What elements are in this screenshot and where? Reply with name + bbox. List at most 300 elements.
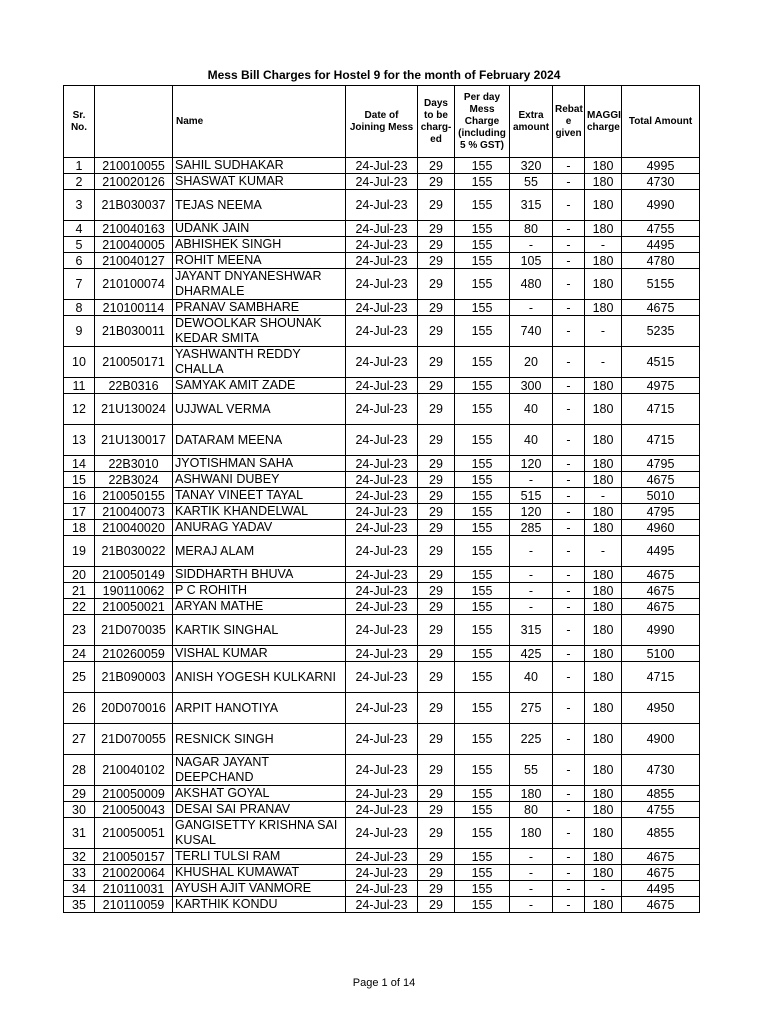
cell-days-charged: 29 <box>418 237 455 253</box>
cell-extra-amount: 180 <box>510 786 553 802</box>
cell-per-day-charge: 155 <box>455 567 510 583</box>
cell-roll-number: 20D070016 <box>95 693 173 724</box>
cell-date-of-joining: 24-Jul-23 <box>346 786 418 802</box>
cell-rebate-given: - <box>553 316 585 347</box>
cell-date-of-joining: 24-Jul-23 <box>346 456 418 472</box>
cell-total-amount: 4675 <box>622 897 700 913</box>
cell-roll-number: 21B090003 <box>95 662 173 693</box>
cell-days-charged: 29 <box>418 865 455 881</box>
cell-maggi-charge: 180 <box>585 300 622 316</box>
cell-total-amount: 4855 <box>622 786 700 802</box>
cell-maggi-charge: 180 <box>585 425 622 456</box>
cell-roll-number: 21U130017 <box>95 425 173 456</box>
cell-date-of-joining: 24-Jul-23 <box>346 724 418 755</box>
cell-date-of-joining: 24-Jul-23 <box>346 253 418 269</box>
cell-total-amount: 4975 <box>622 378 700 394</box>
cell-sr-no: 10 <box>64 347 95 378</box>
cell-per-day-charge: 155 <box>455 174 510 190</box>
cell-maggi-charge: 180 <box>585 583 622 599</box>
cell-name: NAGAR JAYANT DEEPCHAND <box>173 755 346 786</box>
cell-sr-no: 26 <box>64 693 95 724</box>
cell-name: ARYAN MATHE <box>173 599 346 615</box>
cell-rebate-given: - <box>553 802 585 818</box>
table-row <box>64 316 700 347</box>
cell-extra-amount: - <box>510 897 553 913</box>
cell-extra-amount: 275 <box>510 693 553 724</box>
cell-maggi-charge: - <box>585 488 622 504</box>
cell-roll-number: 210020064 <box>95 865 173 881</box>
cell-maggi-charge: - <box>585 881 622 897</box>
cell-rebate-given: - <box>553 662 585 693</box>
cell-days-charged: 29 <box>418 662 455 693</box>
cell-days-charged: 29 <box>418 174 455 190</box>
cell-rebate-given: - <box>553 472 585 488</box>
cell-days-charged: 29 <box>418 269 455 300</box>
cell-roll-number: 210260059 <box>95 646 173 662</box>
cell-per-day-charge: 155 <box>455 378 510 394</box>
cell-name: KHUSHAL KUMAWAT <box>173 865 346 881</box>
header-roll-number <box>95 86 173 158</box>
header-extra-amount: Extra amount <box>510 86 553 158</box>
cell-roll-number: 210040163 <box>95 221 173 237</box>
cell-name: DESAI SAI PRANAV <box>173 802 346 818</box>
cell-sr-no: 35 <box>64 897 95 913</box>
cell-date-of-joining: 24-Jul-23 <box>346 802 418 818</box>
cell-per-day-charge: 155 <box>455 818 510 849</box>
cell-roll-number: 190110062 <box>95 583 173 599</box>
cell-name: SIDDHARTH BHUVA <box>173 567 346 583</box>
cell-roll-number: 210050171 <box>95 347 173 378</box>
cell-extra-amount: 320 <box>510 158 553 174</box>
cell-name: KARTIK SINGHAL <box>173 615 346 646</box>
cell-total-amount: 4990 <box>622 190 700 221</box>
cell-extra-amount: 80 <box>510 802 553 818</box>
cell-date-of-joining: 24-Jul-23 <box>346 221 418 237</box>
cell-per-day-charge: 155 <box>455 488 510 504</box>
cell-extra-amount: 225 <box>510 724 553 755</box>
table-row <box>64 394 700 425</box>
cell-total-amount: 4675 <box>622 567 700 583</box>
table-row <box>64 174 700 190</box>
cell-roll-number: 210050021 <box>95 599 173 615</box>
cell-name: KARTHIK KONDU <box>173 897 346 913</box>
cell-extra-amount: 300 <box>510 378 553 394</box>
table-row <box>64 378 700 394</box>
header-row <box>64 86 700 158</box>
cell-total-amount: 5100 <box>622 646 700 662</box>
cell-sr-no: 2 <box>64 174 95 190</box>
cell-roll-number: 210050043 <box>95 802 173 818</box>
cell-rebate-given: - <box>553 567 585 583</box>
cell-rebate-given: - <box>553 253 585 269</box>
cell-date-of-joining: 24-Jul-23 <box>346 174 418 190</box>
cell-date-of-joining: 24-Jul-23 <box>346 662 418 693</box>
cell-date-of-joining: 24-Jul-23 <box>346 269 418 300</box>
cell-per-day-charge: 155 <box>455 158 510 174</box>
cell-per-day-charge: 155 <box>455 520 510 536</box>
cell-sr-no: 14 <box>64 456 95 472</box>
cell-sr-no: 11 <box>64 378 95 394</box>
cell-extra-amount: - <box>510 472 553 488</box>
cell-date-of-joining: 24-Jul-23 <box>346 158 418 174</box>
cell-total-amount: 5155 <box>622 269 700 300</box>
cell-sr-no: 1 <box>64 158 95 174</box>
cell-date-of-joining: 24-Jul-23 <box>346 316 418 347</box>
cell-rebate-given: - <box>553 646 585 662</box>
cell-total-amount: 4995 <box>622 158 700 174</box>
cell-rebate-given: - <box>553 599 585 615</box>
cell-roll-number: 210110031 <box>95 881 173 897</box>
table-row <box>64 300 700 316</box>
cell-extra-amount: 120 <box>510 504 553 520</box>
cell-days-charged: 29 <box>418 347 455 378</box>
table-row <box>64 881 700 897</box>
cell-extra-amount: - <box>510 881 553 897</box>
table-row <box>64 488 700 504</box>
cell-total-amount: 4755 <box>622 221 700 237</box>
cell-date-of-joining: 24-Jul-23 <box>346 599 418 615</box>
cell-days-charged: 29 <box>418 583 455 599</box>
cell-days-charged: 29 <box>418 786 455 802</box>
cell-per-day-charge: 155 <box>455 786 510 802</box>
table-row <box>64 190 700 221</box>
cell-name: P C ROHITH <box>173 583 346 599</box>
cell-per-day-charge: 155 <box>455 394 510 425</box>
cell-per-day-charge: 155 <box>455 221 510 237</box>
cell-per-day-charge: 155 <box>455 724 510 755</box>
cell-name: ANISH YOGESH KULKARNI <box>173 662 346 693</box>
cell-roll-number: 210050051 <box>95 818 173 849</box>
cell-sr-no: 34 <box>64 881 95 897</box>
cell-extra-amount: 180 <box>510 818 553 849</box>
cell-maggi-charge: 180 <box>585 724 622 755</box>
cell-extra-amount: 120 <box>510 456 553 472</box>
cell-name: ABHISHEK SINGH <box>173 237 346 253</box>
cell-per-day-charge: 155 <box>455 269 510 300</box>
cell-extra-amount: 40 <box>510 425 553 456</box>
page-number: Page 1 of 14 <box>352 977 416 989</box>
cell-sr-no: 20 <box>64 567 95 583</box>
cell-sr-no: 27 <box>64 724 95 755</box>
cell-roll-number: 210040020 <box>95 520 173 536</box>
table-row <box>64 646 700 662</box>
cell-per-day-charge: 155 <box>455 849 510 865</box>
cell-days-charged: 29 <box>418 615 455 646</box>
table-row <box>64 786 700 802</box>
cell-date-of-joining: 24-Jul-23 <box>346 536 418 567</box>
table-row <box>64 567 700 583</box>
cell-per-day-charge: 155 <box>455 536 510 567</box>
table-row <box>64 818 700 849</box>
cell-maggi-charge: 180 <box>585 755 622 786</box>
cell-name: ASHWANI DUBEY <box>173 472 346 488</box>
cell-name: SAHIL SUDHAKAR <box>173 158 346 174</box>
cell-per-day-charge: 155 <box>455 802 510 818</box>
cell-total-amount: 4675 <box>622 865 700 881</box>
cell-maggi-charge: 180 <box>585 849 622 865</box>
cell-days-charged: 29 <box>418 253 455 269</box>
cell-roll-number: 22B0316 <box>95 378 173 394</box>
cell-roll-number: 210010055 <box>95 158 173 174</box>
cell-maggi-charge: 180 <box>585 802 622 818</box>
cell-name: JYOTISHMAN SAHA <box>173 456 346 472</box>
header-name: Name <box>173 86 346 158</box>
cell-roll-number: 21D070035 <box>95 615 173 646</box>
cell-per-day-charge: 155 <box>455 504 510 520</box>
cell-name: MERAJ ALAM <box>173 536 346 567</box>
cell-per-day-charge: 155 <box>455 472 510 488</box>
cell-sr-no: 5 <box>64 237 95 253</box>
cell-total-amount: 4515 <box>622 347 700 378</box>
cell-days-charged: 29 <box>418 316 455 347</box>
cell-sr-no: 23 <box>64 615 95 646</box>
cell-per-day-charge: 155 <box>455 599 510 615</box>
header-date-of-joining: Date of Joining Mess <box>346 86 418 158</box>
cell-date-of-joining: 24-Jul-23 <box>346 488 418 504</box>
cell-date-of-joining: 24-Jul-23 <box>346 567 418 583</box>
cell-maggi-charge: 180 <box>585 253 622 269</box>
table-row <box>64 802 700 818</box>
cell-name: AYUSH AJIT VANMORE <box>173 881 346 897</box>
cell-roll-number: 210040127 <box>95 253 173 269</box>
cell-maggi-charge: - <box>585 237 622 253</box>
table-row <box>64 724 700 755</box>
cell-extra-amount: 480 <box>510 269 553 300</box>
cell-date-of-joining: 24-Jul-23 <box>346 615 418 646</box>
cell-extra-amount: 315 <box>510 615 553 646</box>
table-row <box>64 269 700 300</box>
cell-sr-no: 21 <box>64 583 95 599</box>
cell-extra-amount: 40 <box>510 394 553 425</box>
cell-extra-amount: 740 <box>510 316 553 347</box>
cell-per-day-charge: 155 <box>455 865 510 881</box>
cell-per-day-charge: 155 <box>455 881 510 897</box>
cell-days-charged: 29 <box>418 802 455 818</box>
cell-roll-number: 210050149 <box>95 567 173 583</box>
cell-extra-amount: - <box>510 865 553 881</box>
cell-maggi-charge: 180 <box>585 394 622 425</box>
cell-name: AKSHAT GOYAL <box>173 786 346 802</box>
header-total-amount: Total Amount <box>622 86 700 158</box>
cell-sr-no: 8 <box>64 300 95 316</box>
cell-maggi-charge: 180 <box>585 472 622 488</box>
cell-maggi-charge: 180 <box>585 662 622 693</box>
cell-maggi-charge: 180 <box>585 378 622 394</box>
cell-rebate-given: - <box>553 269 585 300</box>
table-row <box>64 865 700 881</box>
cell-per-day-charge: 155 <box>455 897 510 913</box>
cell-date-of-joining: 24-Jul-23 <box>346 394 418 425</box>
cell-extra-amount: 285 <box>510 520 553 536</box>
cell-per-day-charge: 155 <box>455 237 510 253</box>
cell-roll-number: 210050009 <box>95 786 173 802</box>
cell-extra-amount: 20 <box>510 347 553 378</box>
cell-sr-no: 24 <box>64 646 95 662</box>
cell-per-day-charge: 155 <box>455 615 510 646</box>
cell-date-of-joining: 24-Jul-23 <box>346 190 418 221</box>
cell-rebate-given: - <box>553 488 585 504</box>
cell-name: TERLI TULSI RAM <box>173 849 346 865</box>
cell-rebate-given: - <box>553 237 585 253</box>
cell-days-charged: 29 <box>418 536 455 567</box>
cell-extra-amount: - <box>510 536 553 567</box>
cell-roll-number: 210100074 <box>95 269 173 300</box>
cell-roll-number: 210040102 <box>95 755 173 786</box>
cell-date-of-joining: 24-Jul-23 <box>346 583 418 599</box>
cell-name: PRANAV SAMBHARE <box>173 300 346 316</box>
cell-roll-number: 21U130024 <box>95 394 173 425</box>
table-row <box>64 849 700 865</box>
cell-per-day-charge: 155 <box>455 456 510 472</box>
cell-total-amount: 4795 <box>622 504 700 520</box>
cell-days-charged: 29 <box>418 488 455 504</box>
table-row <box>64 520 700 536</box>
cell-days-charged: 29 <box>418 300 455 316</box>
cell-maggi-charge: 180 <box>585 897 622 913</box>
cell-sr-no: 3 <box>64 190 95 221</box>
cell-name: VISHAL KUMAR <box>173 646 346 662</box>
cell-sr-no: 33 <box>64 865 95 881</box>
cell-extra-amount: 425 <box>510 646 553 662</box>
cell-roll-number: 21B030037 <box>95 190 173 221</box>
cell-name: DATARAM MEENA <box>173 425 346 456</box>
cell-date-of-joining: 24-Jul-23 <box>346 755 418 786</box>
cell-name: ANURAG YADAV <box>173 520 346 536</box>
cell-name: JAYANT DNYANESHWAR DHARMALE <box>173 269 346 300</box>
table-row <box>64 253 700 269</box>
cell-maggi-charge: 180 <box>585 693 622 724</box>
cell-maggi-charge: 180 <box>585 520 622 536</box>
cell-sr-no: 19 <box>64 536 95 567</box>
cell-total-amount: 4675 <box>622 583 700 599</box>
cell-date-of-joining: 24-Jul-23 <box>346 300 418 316</box>
cell-date-of-joining: 24-Jul-23 <box>346 897 418 913</box>
header-sr-no: Sr. No. <box>64 86 95 158</box>
cell-sr-no: 12 <box>64 394 95 425</box>
cell-date-of-joining: 24-Jul-23 <box>346 425 418 456</box>
cell-roll-number: 210020126 <box>95 174 173 190</box>
cell-maggi-charge: 180 <box>585 786 622 802</box>
table-row <box>64 662 700 693</box>
cell-sr-no: 22 <box>64 599 95 615</box>
cell-date-of-joining: 24-Jul-23 <box>346 237 418 253</box>
cell-days-charged: 29 <box>418 849 455 865</box>
cell-extra-amount: 80 <box>510 221 553 237</box>
cell-sr-no: 18 <box>64 520 95 536</box>
cell-name: ROHIT MEENA <box>173 253 346 269</box>
cell-date-of-joining: 24-Jul-23 <box>346 472 418 488</box>
table-row <box>64 755 700 786</box>
cell-sr-no: 16 <box>64 488 95 504</box>
cell-maggi-charge: 180 <box>585 646 622 662</box>
cell-days-charged: 29 <box>418 646 455 662</box>
cell-maggi-charge: 180 <box>585 504 622 520</box>
cell-days-charged: 29 <box>418 724 455 755</box>
cell-rebate-given: - <box>553 158 585 174</box>
cell-roll-number: 21D070055 <box>95 724 173 755</box>
cell-rebate-given: - <box>553 190 585 221</box>
cell-date-of-joining: 24-Jul-23 <box>346 646 418 662</box>
cell-per-day-charge: 155 <box>455 662 510 693</box>
cell-extra-amount: 315 <box>510 190 553 221</box>
cell-name: RESNICK SINGH <box>173 724 346 755</box>
cell-rebate-given: - <box>553 300 585 316</box>
cell-date-of-joining: 24-Jul-23 <box>346 347 418 378</box>
cell-per-day-charge: 155 <box>455 646 510 662</box>
cell-total-amount: 4675 <box>622 599 700 615</box>
cell-extra-amount: - <box>510 849 553 865</box>
cell-total-amount: 4675 <box>622 849 700 865</box>
cell-per-day-charge: 155 <box>455 347 510 378</box>
cell-per-day-charge: 155 <box>455 425 510 456</box>
cell-roll-number: 210040073 <box>95 504 173 520</box>
cell-days-charged: 29 <box>418 693 455 724</box>
cell-days-charged: 29 <box>418 567 455 583</box>
cell-name: GANGISETTY KRISHNA SAI KUSAL <box>173 818 346 849</box>
cell-per-day-charge: 155 <box>455 755 510 786</box>
cell-name: UJJWAL VERMA <box>173 394 346 425</box>
table-row <box>64 221 700 237</box>
cell-extra-amount: - <box>510 237 553 253</box>
cell-days-charged: 29 <box>418 818 455 849</box>
table-row <box>64 456 700 472</box>
table-row <box>64 897 700 913</box>
cell-name: TEJAS NEEMA <box>173 190 346 221</box>
cell-total-amount: 4795 <box>622 456 700 472</box>
cell-total-amount: 4675 <box>622 300 700 316</box>
cell-roll-number: 210040005 <box>95 237 173 253</box>
table-row <box>64 615 700 646</box>
cell-days-charged: 29 <box>418 504 455 520</box>
cell-rebate-given: - <box>553 394 585 425</box>
cell-maggi-charge: - <box>585 347 622 378</box>
cell-per-day-charge: 155 <box>455 190 510 221</box>
cell-roll-number: 22B3024 <box>95 472 173 488</box>
cell-name: SHASWAT KUMAR <box>173 174 346 190</box>
cell-days-charged: 29 <box>418 378 455 394</box>
cell-sr-no: 30 <box>64 802 95 818</box>
table-row <box>64 158 700 174</box>
cell-roll-number: 210110059 <box>95 897 173 913</box>
cell-roll-number: 21B030022 <box>95 536 173 567</box>
cell-rebate-given: - <box>553 456 585 472</box>
cell-maggi-charge: 180 <box>585 221 622 237</box>
cell-total-amount: 4730 <box>622 755 700 786</box>
cell-total-amount: 4495 <box>622 536 700 567</box>
cell-roll-number: 210050155 <box>95 488 173 504</box>
cell-rebate-given: - <box>553 849 585 865</box>
cell-total-amount: 4715 <box>622 394 700 425</box>
cell-days-charged: 29 <box>418 221 455 237</box>
cell-rebate-given: - <box>553 897 585 913</box>
cell-maggi-charge: - <box>585 316 622 347</box>
cell-name: UDANK JAIN <box>173 221 346 237</box>
cell-maggi-charge: 180 <box>585 567 622 583</box>
cell-total-amount: 4990 <box>622 615 700 646</box>
cell-rebate-given: - <box>553 378 585 394</box>
header-rebate-given: Rebat e given <box>553 86 585 158</box>
cell-sr-no: 31 <box>64 818 95 849</box>
cell-rebate-given: - <box>553 536 585 567</box>
cell-date-of-joining: 24-Jul-23 <box>346 865 418 881</box>
cell-total-amount: 4755 <box>622 802 700 818</box>
table-row <box>64 536 700 567</box>
table-row <box>64 347 700 378</box>
cell-days-charged: 29 <box>418 158 455 174</box>
cell-days-charged: 29 <box>418 897 455 913</box>
cell-rebate-given: - <box>553 347 585 378</box>
cell-total-amount: 5235 <box>622 316 700 347</box>
